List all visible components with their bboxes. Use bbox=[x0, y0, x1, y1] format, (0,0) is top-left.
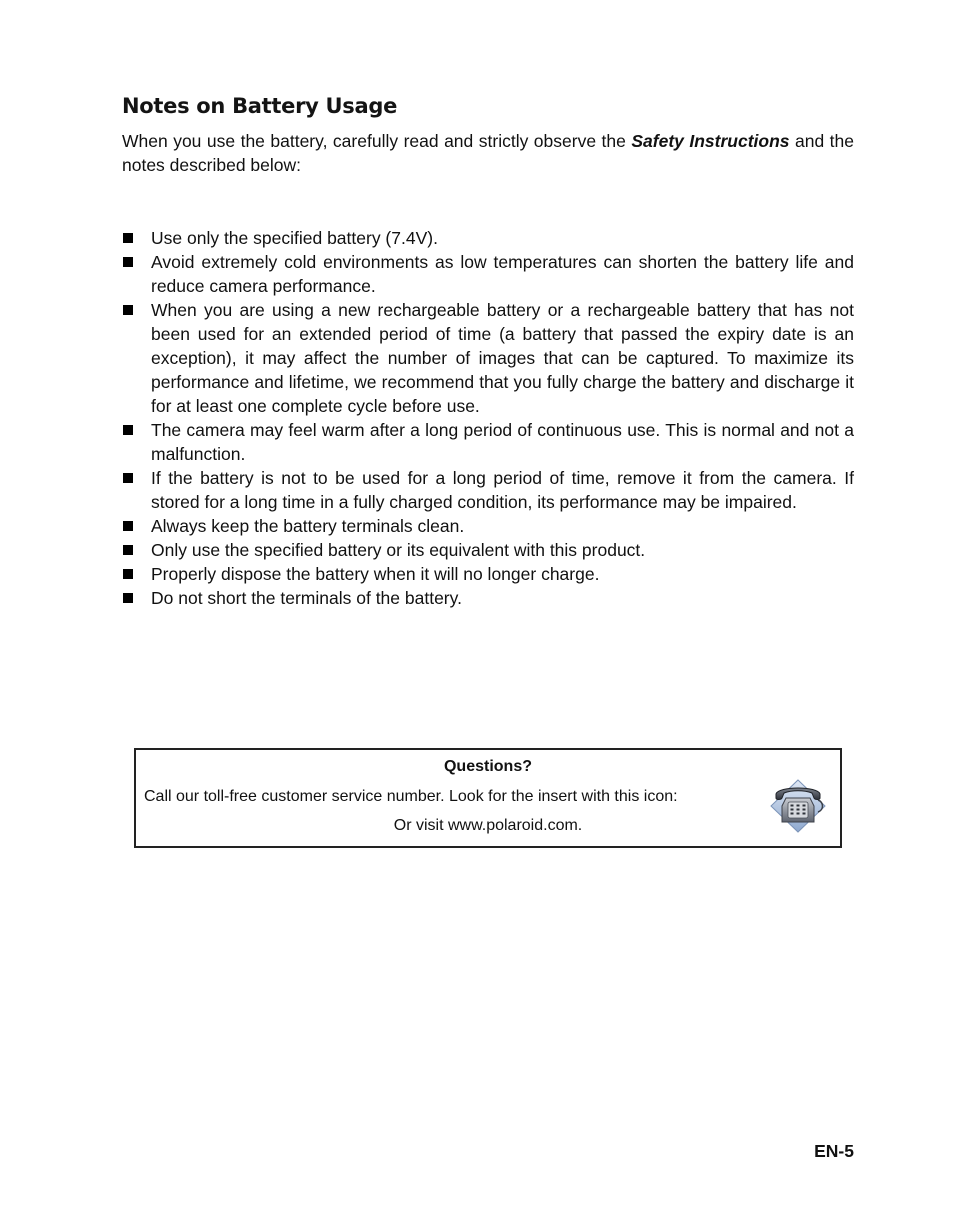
list-item-text: The camera may feel warm after a long period of continuous use. This is normal and not a malfunction. bbox=[151, 420, 854, 464]
square-bullet-icon bbox=[123, 473, 133, 483]
square-bullet-icon bbox=[123, 593, 133, 603]
website-text: Or visit www.polaroid.com. bbox=[393, 817, 583, 834]
list-item-text: Avoid extremely cold environments as low temperatures can shorten the battery life and reduce camera performance. bbox=[151, 252, 854, 296]
list-item bbox=[122, 298, 854, 418]
list-item-text: If the battery is not to be used for a long period of time, remove it from the camera. If stored for a long time in a fully charged condition, its performance may be impaired. bbox=[151, 468, 854, 512]
square-bullet-icon bbox=[123, 257, 133, 267]
intro-text-before: When you use the battery, carefully read and strictly observe the bbox=[122, 131, 632, 151]
list-item bbox=[122, 586, 854, 610]
list-item-text: Always keep the battery terminals clean. bbox=[151, 516, 465, 536]
list-item bbox=[122, 418, 854, 466]
square-bullet-icon bbox=[123, 425, 133, 435]
square-bullet-icon bbox=[123, 305, 133, 315]
list-item-text: Properly dispose the battery when it will no longer charge. bbox=[151, 564, 600, 584]
telephone-icon bbox=[768, 778, 828, 834]
list-item bbox=[122, 538, 854, 562]
intro-text-after: and the notes described below: bbox=[122, 131, 854, 175]
intro-paragraph bbox=[122, 129, 854, 177]
square-bullet-icon bbox=[123, 545, 133, 555]
questions-box bbox=[134, 748, 842, 848]
safety-instructions-emphasis: Safety Instructions bbox=[631, 131, 790, 151]
square-bullet-icon bbox=[123, 233, 133, 243]
list-item bbox=[122, 562, 854, 586]
list-item bbox=[122, 250, 854, 298]
square-bullet-icon bbox=[123, 521, 133, 531]
customer-service-text: Call our toll-free customer service number. Look for the insert with this icon: bbox=[144, 788, 678, 805]
list-item bbox=[122, 514, 854, 538]
list-item bbox=[122, 226, 854, 250]
battery-notes-list bbox=[122, 226, 854, 610]
page-title: Notes on Battery Usage bbox=[122, 94, 398, 118]
list-item-text: Do not short the terminals of the battery. bbox=[151, 588, 462, 608]
list-item-text: Only use the specified battery or its equivalent with this product. bbox=[151, 540, 646, 560]
list-item-text: Use only the specified battery (7.4V). bbox=[151, 228, 438, 248]
list-item bbox=[122, 466, 854, 514]
list-item-text: When you are using a new rechargeable battery or a rechargeable battery that has not been used for an extended period of time (a battery that passed the expiry date is an exception), it may affect the number of images that can be captured. To maximize its performance and lifetime, we recommend that you fully charge the battery and discharge it for at least one complete cycle before use. bbox=[151, 300, 854, 416]
square-bullet-icon bbox=[123, 569, 133, 579]
questions-title: Questions? bbox=[443, 758, 532, 775]
page-number: EN-5 bbox=[814, 1141, 854, 1161]
